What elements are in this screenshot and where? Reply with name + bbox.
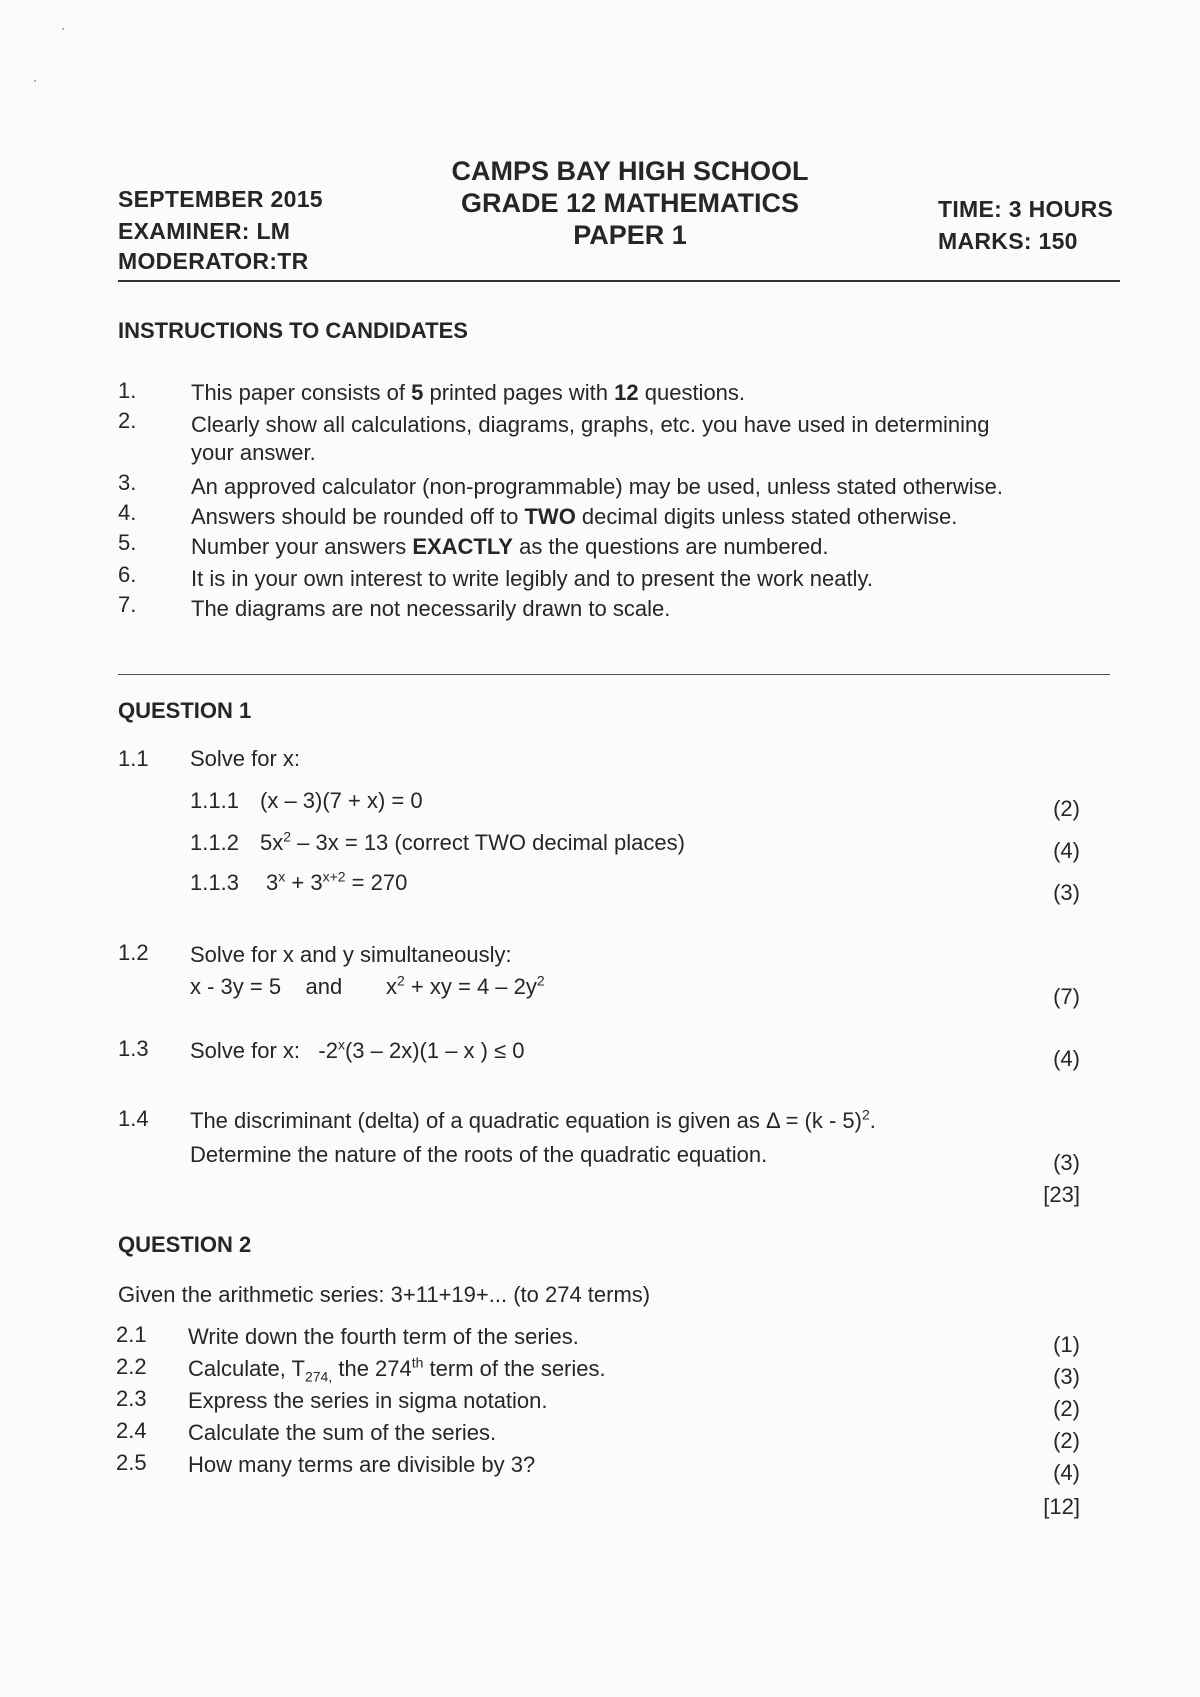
instruction-3: An approved calculator (non-programmable) may be used, unless stated otherwise.	[191, 474, 1003, 499]
question-number: 2.2	[116, 1354, 147, 1379]
scan-speck	[62, 28, 64, 30]
question-number: 2.1	[116, 1322, 147, 1347]
instruction-2-line2: your answer.	[191, 440, 316, 465]
question-1-1-3-text: $3^x + 3^{x+2} = 270$	[266, 868, 408, 895]
question-number: 2.4	[116, 1418, 147, 1443]
instruction-number: 3.	[118, 470, 137, 495]
question-1-heading: QUESTION 1	[118, 698, 252, 723]
mark-allocation: (3)	[1053, 1364, 1080, 1389]
question-1-2-text: Solve for x and y simultaneously:	[190, 942, 512, 967]
mark-allocation: (7)	[1053, 984, 1080, 1009]
question-1-3-text: Solve for x: -2$^x$(3 – 2x)(1 – x ) ≤ 0	[190, 1036, 525, 1063]
examiner: EXAMINER: LM	[118, 218, 291, 244]
mark-allocation: (3)	[1053, 1150, 1080, 1175]
mark-allocation: (2)	[1053, 1396, 1080, 1421]
instruction-2-line1: Clearly show all calculations, diagrams, graphs, etc. you have used in determining	[191, 412, 990, 437]
instructions-heading: INSTRUCTIONS TO CANDIDATES	[118, 318, 468, 343]
mark-allocation: (4)	[1053, 1046, 1080, 1071]
header-divider	[118, 280, 1120, 282]
instruction-number: 6.	[118, 562, 137, 587]
question-1-total: [23]	[1043, 1182, 1080, 1207]
mark-allocation: (4)	[1053, 838, 1080, 863]
question-1-1-1-text: (x – 3)(7 + x) = 0	[260, 788, 423, 813]
paper-title: PAPER 1	[573, 220, 687, 250]
instruction-number: 4.	[118, 500, 137, 525]
instruction-number: 7.	[118, 592, 137, 617]
instruction-number: 2.	[118, 408, 137, 433]
question-1-2-equation-1: x - 3y = 5 and	[190, 974, 343, 999]
mark-allocation: (3)	[1053, 880, 1080, 905]
question-2-5-text: How many terms are divisible by 3?	[188, 1452, 536, 1477]
question-number: 1.1.2	[190, 830, 239, 855]
question-number: 1.2	[118, 940, 149, 965]
question-number: 2.5	[116, 1450, 147, 1475]
instruction-number: 1.	[118, 378, 137, 403]
question-2-heading: QUESTION 2	[118, 1232, 252, 1257]
question-number: 1.1.3	[190, 870, 239, 895]
question-1-4-text: The discriminant (delta) of a quadratic equation is given as Δ = (k - 5)$^2$.	[190, 1106, 876, 1133]
question-1-4-line2: Determine the nature of the roots of the quadratic equation.	[190, 1142, 768, 1167]
question-number: 1.3	[118, 1036, 149, 1061]
question-1-1-text: Solve for x:	[190, 746, 301, 771]
section-divider	[118, 674, 1110, 675]
instruction-4: Answers should be rounded off to TWO decimal digits unless stated otherwise.	[191, 504, 958, 529]
instruction-7: The diagrams are not necessarily drawn to scale.	[191, 596, 671, 621]
question-number: 1.1.1	[190, 788, 239, 813]
question-2-total: [12]	[1043, 1494, 1080, 1519]
question-number: 1.4	[118, 1106, 149, 1131]
question-2-intro: Given the arithmetic series: 3+11+19+... (to 274 terms)	[118, 1282, 651, 1307]
mark-allocation: (2)	[1053, 1428, 1080, 1453]
question-1-1-2-text: $5x^2 - 3x = 13$ (correct TWO decimal places)	[260, 828, 685, 855]
exam-time: TIME: 3 HOURS	[938, 196, 1114, 222]
mark-allocation: (1)	[1053, 1332, 1080, 1357]
question-2-1-text: Write down the fourth term of the series.	[188, 1324, 579, 1349]
instruction-number: 5.	[118, 530, 137, 555]
exam-date: SEPTEMBER 2015	[118, 186, 323, 212]
subject-title: GRADE 12 MATHEMATICS	[460, 188, 799, 218]
question-1-2-equation-2: $x^2$ + xy = $4 - 2y^2$	[386, 972, 545, 999]
question-number: 1.1	[118, 746, 149, 771]
instruction-5: Number your answers EXACTLY as the questions are numbered.	[191, 534, 829, 559]
scan-speck	[34, 80, 36, 82]
question-2-2-text: Calculate, $T_{274,}$ the 274th term of the series.	[188, 1354, 606, 1385]
exam-marks: MARKS: 150	[938, 228, 1078, 254]
school-name: CAMPS BAY HIGH SCHOOL	[451, 156, 809, 186]
mark-allocation: (4)	[1053, 1460, 1080, 1485]
question-2-3-text: Express the series in sigma notation.	[188, 1388, 548, 1413]
mark-allocation: (2)	[1053, 796, 1080, 821]
instruction-6: It is in your own interest to write legibly and to present the work neatly.	[191, 566, 873, 591]
moderator: MODERATOR:TR	[118, 248, 309, 274]
instruction-1: This paper consists of 5 printed pages with 12 questions.	[191, 380, 746, 405]
question-2-4-text: Calculate the sum of the series.	[188, 1420, 497, 1445]
question-number: 2.3	[116, 1386, 147, 1411]
